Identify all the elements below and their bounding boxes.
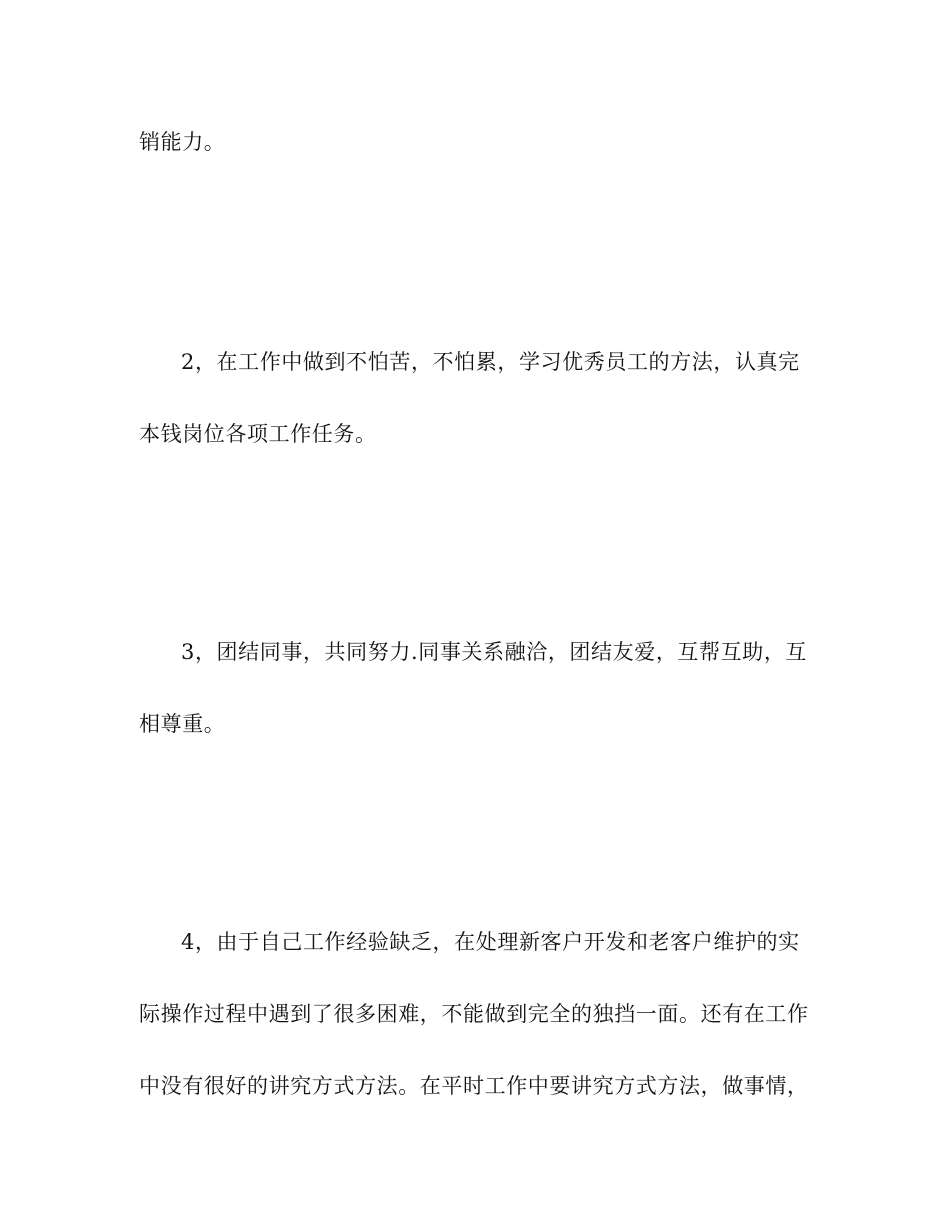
paragraph-3-line-1: 3，团结同事，共同努力.同事关系融洽，团结友爱，互帮互助，互	[181, 640, 808, 664]
paragraph-4-line-3: 中没有很好的讲究方式方法。在平时工作中要讲究方式方法，做事情，	[139, 1074, 809, 1098]
paragraph-4-line-2: 际操作过程中遇到了很多困难，不能做到完全的独挡一面。还有在工作	[139, 1002, 809, 1026]
paragraph-4-line-1: 4，由于自己工作经验缺乏，在处理新客户开发和老客户维护的实	[181, 930, 800, 954]
paragraph-2-line-2: 本钱岗位各项工作任务。	[139, 422, 377, 446]
paragraph-2-line-1: 2，在工作中做到不怕苦，不怕累，学习优秀员工的方法，认真完	[181, 350, 800, 374]
paragraph-3-line-2: 相尊重。	[139, 712, 226, 736]
text-line-continuation: 销能力。	[139, 130, 226, 154]
